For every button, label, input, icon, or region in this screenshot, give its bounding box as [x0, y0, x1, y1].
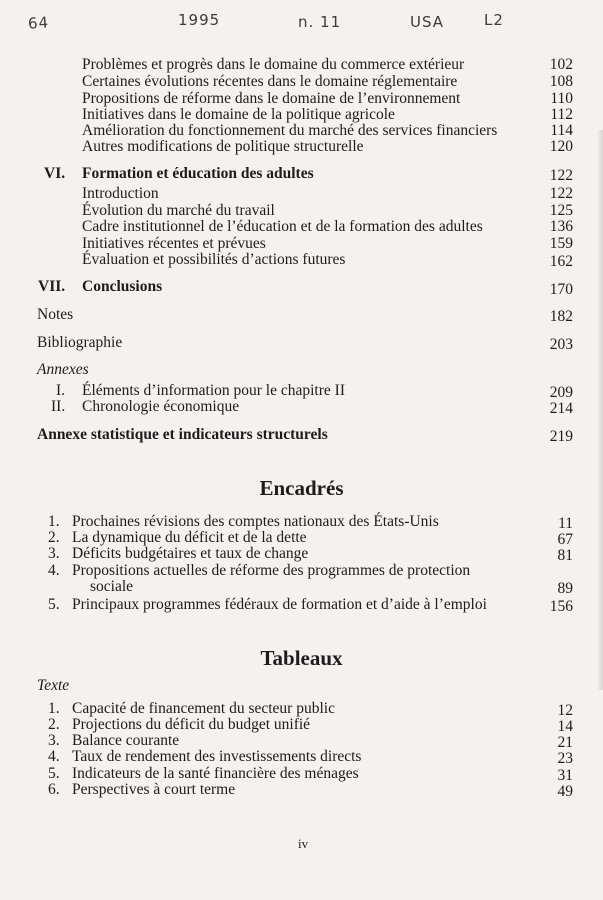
list-item-number: 2. — [48, 716, 60, 733]
statistical-annex-label: Annexe statistique et indicateurs structurels — [37, 426, 328, 443]
notes-label: Notes — [37, 306, 74, 323]
annex-number: II. — [51, 398, 66, 415]
toc-entry-page: 114 — [550, 122, 573, 139]
list-item-label-continued: sociale — [90, 578, 134, 595]
toc-entry-page: 136 — [549, 218, 573, 235]
toc-entry-label: Problèmes et progrès dans le domaine du commerce extérieur — [82, 56, 465, 73]
list-item-number: 6. — [48, 781, 60, 798]
list-item-page: 31 — [557, 767, 573, 784]
list-item-page: 67 — [557, 531, 573, 548]
list-item-label: Capacité de financement du secteur public — [72, 700, 335, 717]
section-title: Formation et éducation des adultes — [82, 165, 314, 182]
toc-entry-label: Certaines évolutions récentes dans le domaine réglementaire — [82, 73, 458, 90]
annex-label: Chronologie économique — [82, 398, 240, 415]
toc-entry-label: Cadre institutionnel de l’éducation et de la formation des adultes — [82, 218, 483, 235]
annex-page: 209 — [549, 384, 573, 401]
list-item-page: 81 — [557, 547, 573, 564]
list-item-label: Principaux programmes fédéraux de formation et d’aide à l’emploi — [72, 596, 487, 613]
section-number: VII. — [38, 278, 66, 295]
list-item-page: 23 — [557, 750, 573, 767]
list-item-number: 1. — [48, 513, 60, 530]
statistical-annex-page: 219 — [549, 428, 573, 445]
section-page: 122 — [549, 167, 573, 184]
list-item-label: Prochaines révisions des comptes nationaux des États-Unis — [72, 513, 439, 530]
tableaux-subheading: Texte — [37, 677, 70, 694]
list-item-page: 14 — [557, 718, 573, 735]
toc-entry-label: Autres modifications de politique structurelle — [82, 138, 364, 155]
list-item-number: 4. — [48, 562, 60, 579]
list-item-label: Projections du déficit du budget unifié — [72, 716, 311, 733]
handwritten-note-4: USA — [410, 13, 445, 31]
notes-page: 182 — [549, 308, 573, 325]
section-number: VI. — [44, 165, 66, 182]
toc-entry-page: 108 — [549, 73, 573, 90]
toc-entry-page: 120 — [549, 138, 573, 155]
annex-number: I. — [56, 382, 66, 399]
toc-entry-page: 122 — [549, 185, 573, 202]
list-item-label: Indicateurs de la santé financière des ménages — [72, 765, 359, 782]
page-number: iv — [298, 836, 309, 851]
annex-page: 214 — [549, 400, 573, 417]
bibliography-page: 203 — [549, 336, 573, 353]
toc-entry-label: Évolution du marché du travail — [82, 202, 275, 219]
handwritten-note-2: 1995 — [178, 11, 221, 29]
toc-entry-page: 162 — [549, 253, 573, 270]
list-item-number: 2. — [48, 529, 60, 546]
list-item-page: 49 — [557, 783, 573, 800]
handwritten-note-1: 64 — [27, 13, 50, 33]
list-item-page: 156 — [549, 598, 573, 615]
section-title: Conclusions — [82, 278, 163, 295]
list-item-number: 5. — [48, 765, 60, 782]
list-item-page: 89 — [557, 580, 573, 597]
list-item-number: 1. — [48, 700, 60, 717]
toc-entry-page: 102 — [549, 56, 573, 73]
list-item-page: 12 — [557, 702, 573, 719]
toc-entry-page: 159 — [549, 235, 573, 252]
list-item-label: Perspectives à court terme — [72, 781, 236, 798]
list-item-number: 3. — [48, 545, 60, 562]
list-item-page: 21 — [557, 734, 573, 751]
toc-entry-label: Propositions de réforme dans le domaine de l’environnement — [82, 90, 461, 107]
toc-entry-page: 110 — [550, 90, 573, 107]
list-item-label: Taux de rendement des investissements directs — [72, 748, 362, 765]
toc-entry-page: 112 — [550, 106, 573, 123]
section-page: 170 — [549, 281, 573, 298]
annexes-heading: Annexes — [37, 361, 89, 378]
list-item-number: 5. — [48, 596, 60, 613]
list-item-label: Balance courante — [72, 732, 180, 749]
handwritten-note-5: L2 — [484, 11, 504, 29]
annex-label: Éléments d’information pour le chapitre II — [82, 382, 345, 399]
handwritten-note-3: n. 11 — [298, 13, 342, 31]
list-item-number: 4. — [48, 748, 60, 765]
list-item-label: Déficits budgétaires et taux de change — [72, 545, 309, 562]
encadres-heading: Encadrés — [259, 476, 344, 500]
toc-entry-label: Initiatives dans le domaine de la politique agricole — [82, 106, 395, 123]
page-edge-shadow — [597, 130, 603, 690]
toc-entry-label: Initiatives récentes et prévues — [82, 235, 266, 252]
toc-entry-label: Évaluation et possibilités d’actions futures — [82, 251, 346, 268]
list-item-number: 3. — [48, 732, 60, 749]
toc-entry-page: 125 — [549, 202, 573, 219]
list-item-label: La dynamique du déficit et de la dette — [72, 529, 307, 546]
tableaux-heading: Tableaux — [260, 646, 343, 670]
toc-entry-label: Amélioration du fonctionnement du marché des services financiers — [82, 122, 498, 139]
bibliography-label: Bibliographie — [37, 334, 123, 351]
list-item-page: 11 — [558, 515, 573, 532]
toc-entry-label: Introduction — [82, 185, 159, 202]
list-item-label: Propositions actuelles de réforme des programmes de protection — [72, 562, 471, 579]
